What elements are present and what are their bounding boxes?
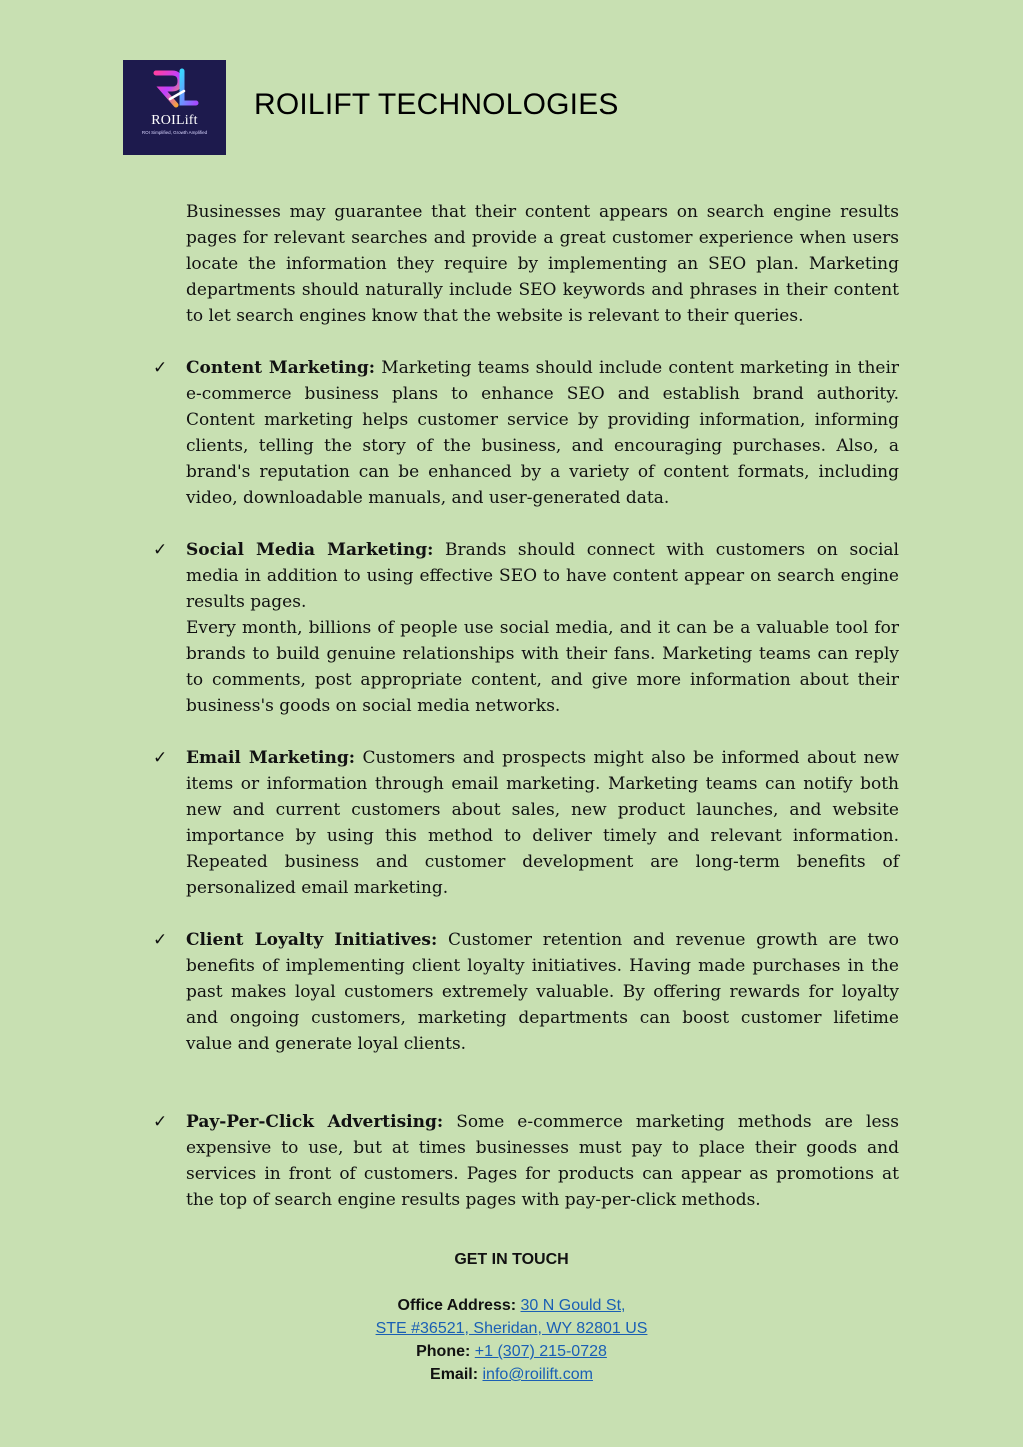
checkmark-icon: ✓ (153, 358, 168, 378)
contact-heading: GET IN TOUCH (454, 1251, 569, 1268)
checkmark-icon: ✓ (153, 748, 168, 768)
checkmark-icon: ✓ (153, 1112, 168, 1132)
item-text-continued: Every month, billions of people use social media, and it can be a valuable tool for brands to build genuine relationships with their fans. Marketing teams can reply to comments, post appropriate content, and give more information about their business's goods on social media networks. (186, 618, 899, 716)
address-line (0, 1294, 1023, 1317)
address-link-line1[interactable]: 30 N Gould St, (520, 1297, 626, 1314)
logo-mark-icon (150, 65, 200, 115)
item-text: Customers and prospects might also be informed about new items or information through email marketing. Marketing teams can notify both new and current customers about sales, new product launches, and website importance by using this method to deliver timely and relevant information. Repeated business and customer development are long-term benefits of personalized email marketing. (186, 748, 900, 898)
email-link[interactable]: info@roilift.com (482, 1366, 593, 1383)
item-text: Marketing teams should include content marketing in their e-commerce business plans to enhance SEO and establish brand authority. Content marketing helps customer service by providing information, informing clients, telling the story of the business, and encouraging purchases. Also, a brand's reputation can be enhanced by a variety of content formats, including video, downloadable manuals, and user-generated data. (186, 358, 900, 508)
checkmark-icon: ✓ (153, 540, 168, 560)
list-item-pay-per-click (153, 1109, 899, 1213)
list-item-social-media-marketing (153, 537, 899, 719)
logo-text: ROILift (151, 113, 198, 128)
list-item-email-marketing (153, 745, 900, 901)
email-label: Email: (430, 1366, 479, 1383)
phone-line (0, 1340, 1023, 1363)
item-title: Content Marketing: (186, 358, 376, 378)
logo-tagline: ROI Simplified, Growth Amplified (141, 130, 208, 135)
contact-section (0, 1248, 1023, 1386)
address-line-2 (0, 1317, 1023, 1340)
list-item-content-marketing (153, 355, 900, 511)
checkmark-icon: ✓ (153, 930, 168, 950)
phone-link[interactable]: +1 (307) 215-0728 (474, 1343, 607, 1360)
item-text: Customer retention and revenue growth are two benefits of implementing client loyalty initiatives. Having made purchases in the past makes loyal customers extremely valuable. By offering rewards for loyalty and ongoing customers, marketing departments can boost customer lifetime value and generate loyal clients. (186, 930, 900, 1054)
item-text: Brands should connect with customers on social media in addition to using effective SEO to have content appear on search engine results pages. (186, 540, 899, 612)
item-title: Social Media Marketing: (186, 540, 434, 560)
address-label: Office Address: (397, 1297, 517, 1314)
item-title: Pay-Per-Click Advertising: (186, 1112, 444, 1132)
item-title: Email Marketing: (186, 748, 356, 768)
document-body (153, 199, 900, 1213)
list-item-client-loyalty (153, 927, 900, 1057)
company-logo (123, 60, 226, 155)
item-title: Client Loyalty Initiatives: (186, 930, 438, 950)
phone-label: Phone: (416, 1343, 471, 1360)
intro-paragraph: Businesses may guarantee that their content appears on search engine results pages for relevant searches and provide a great customer experience when users locate the information they require by implementing an SEO plan. Marketing departments should naturally include SEO keywords and phrases in their content to let search engines know that the website is relevant to their queries. (186, 202, 899, 326)
item-text: Some e-commerce marketing methods are less expensive to use, but at times businesses must pay to place their goods and services in front of customers. Pages for products can appear as promotions at the top of search engine results pages with pay-per-click methods. (186, 1112, 899, 1210)
email-line (0, 1363, 1023, 1386)
address-link-line2[interactable]: STE #36521, Sheridan, WY 82801 US (375, 1320, 648, 1337)
company-name: ROILIFT TECHNOLOGIES (254, 88, 619, 121)
